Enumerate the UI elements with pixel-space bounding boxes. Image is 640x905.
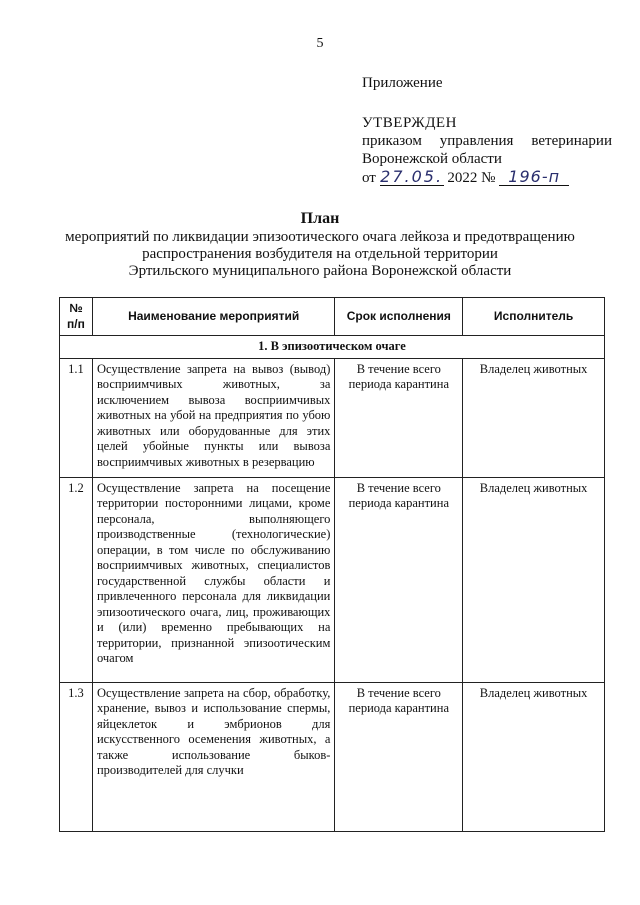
table-header-row bbox=[60, 298, 605, 336]
header-term: Срок исполнения bbox=[335, 298, 463, 336]
approved-label: УТВЕРЖДЕН bbox=[362, 115, 457, 131]
order-date-number-line bbox=[362, 168, 612, 187]
plan-table bbox=[59, 297, 605, 832]
page-number: 5 bbox=[316, 36, 324, 51]
row-executor: Владелец животных bbox=[463, 477, 605, 682]
order-line-2: Воронежской области bbox=[362, 151, 502, 167]
approval-block bbox=[362, 74, 612, 187]
row-term: В течение всего периода карантина bbox=[335, 477, 463, 682]
section-row bbox=[60, 336, 605, 359]
plan-subtitle-line-2: распространения возбудителя на отдельной территории bbox=[142, 246, 498, 262]
from-label: от bbox=[362, 170, 376, 186]
plan-title: План bbox=[300, 210, 340, 227]
plan-subtitle-line-1: мероприятий по ликвидации эпизоотического очага лейкоза и предотвращению bbox=[65, 229, 575, 245]
row-num: 1.3 bbox=[60, 682, 93, 831]
section-title: 1. В эпизоотическом очаге bbox=[60, 336, 605, 359]
header-name: Наименование мероприятий bbox=[92, 298, 334, 336]
table-row bbox=[60, 682, 605, 831]
row-term: В течение всего периода карантина bbox=[335, 358, 463, 477]
header-executor: Исполнитель bbox=[463, 298, 605, 336]
appendix-label: Приложение bbox=[362, 75, 443, 91]
table-row bbox=[60, 477, 605, 682]
handwritten-order-number: 196-п bbox=[499, 168, 569, 186]
row-num: 1.2 bbox=[60, 477, 93, 682]
year-label: 2022 № bbox=[447, 170, 496, 186]
header-num: № п/п bbox=[60, 298, 93, 336]
plan-subtitle-line-3: Эртильского муниципального района Воронежской области bbox=[128, 263, 512, 279]
table-row bbox=[60, 358, 605, 477]
order-line-1: приказом управления ветеринарии bbox=[362, 133, 612, 149]
row-num: 1.1 bbox=[60, 358, 93, 477]
row-name: Осуществление запрета на сбор, обработку, хранение, вывоз и использование спермы, яйцеклеток и эмбрионов для искусственного осеменения животных, а также использование быков-производителей для случки bbox=[92, 682, 334, 831]
row-name: Осуществление запрета на посещение территории посторонними лицами, кроме персонала, выполняющего производственные (технологические) операции, в том числе по обслуживанию восприимчивых животных, специалистов государственной службы области и привлеченного персонала для ликвидации эпизоотического очага, лиц, проживающих и (или) временно пребывающих на территории, признанной эпизоотическим очагом bbox=[92, 477, 334, 682]
row-name: Осуществление запрета на вывоз (вывод) восприимчивых животных, за исключением вывоза восприимчивых животных на убой на предприятия по убою животных или оборудованные для этих целей убойные пункты или вывоза восприимчивых животных в резервацию bbox=[92, 358, 334, 477]
plan-heading bbox=[0, 210, 640, 280]
row-executor: Владелец животных bbox=[463, 358, 605, 477]
row-term: В течение всего периода карантина bbox=[335, 682, 463, 831]
row-executor: Владелец животных bbox=[463, 682, 605, 831]
handwritten-date: 27.05. bbox=[380, 167, 444, 186]
